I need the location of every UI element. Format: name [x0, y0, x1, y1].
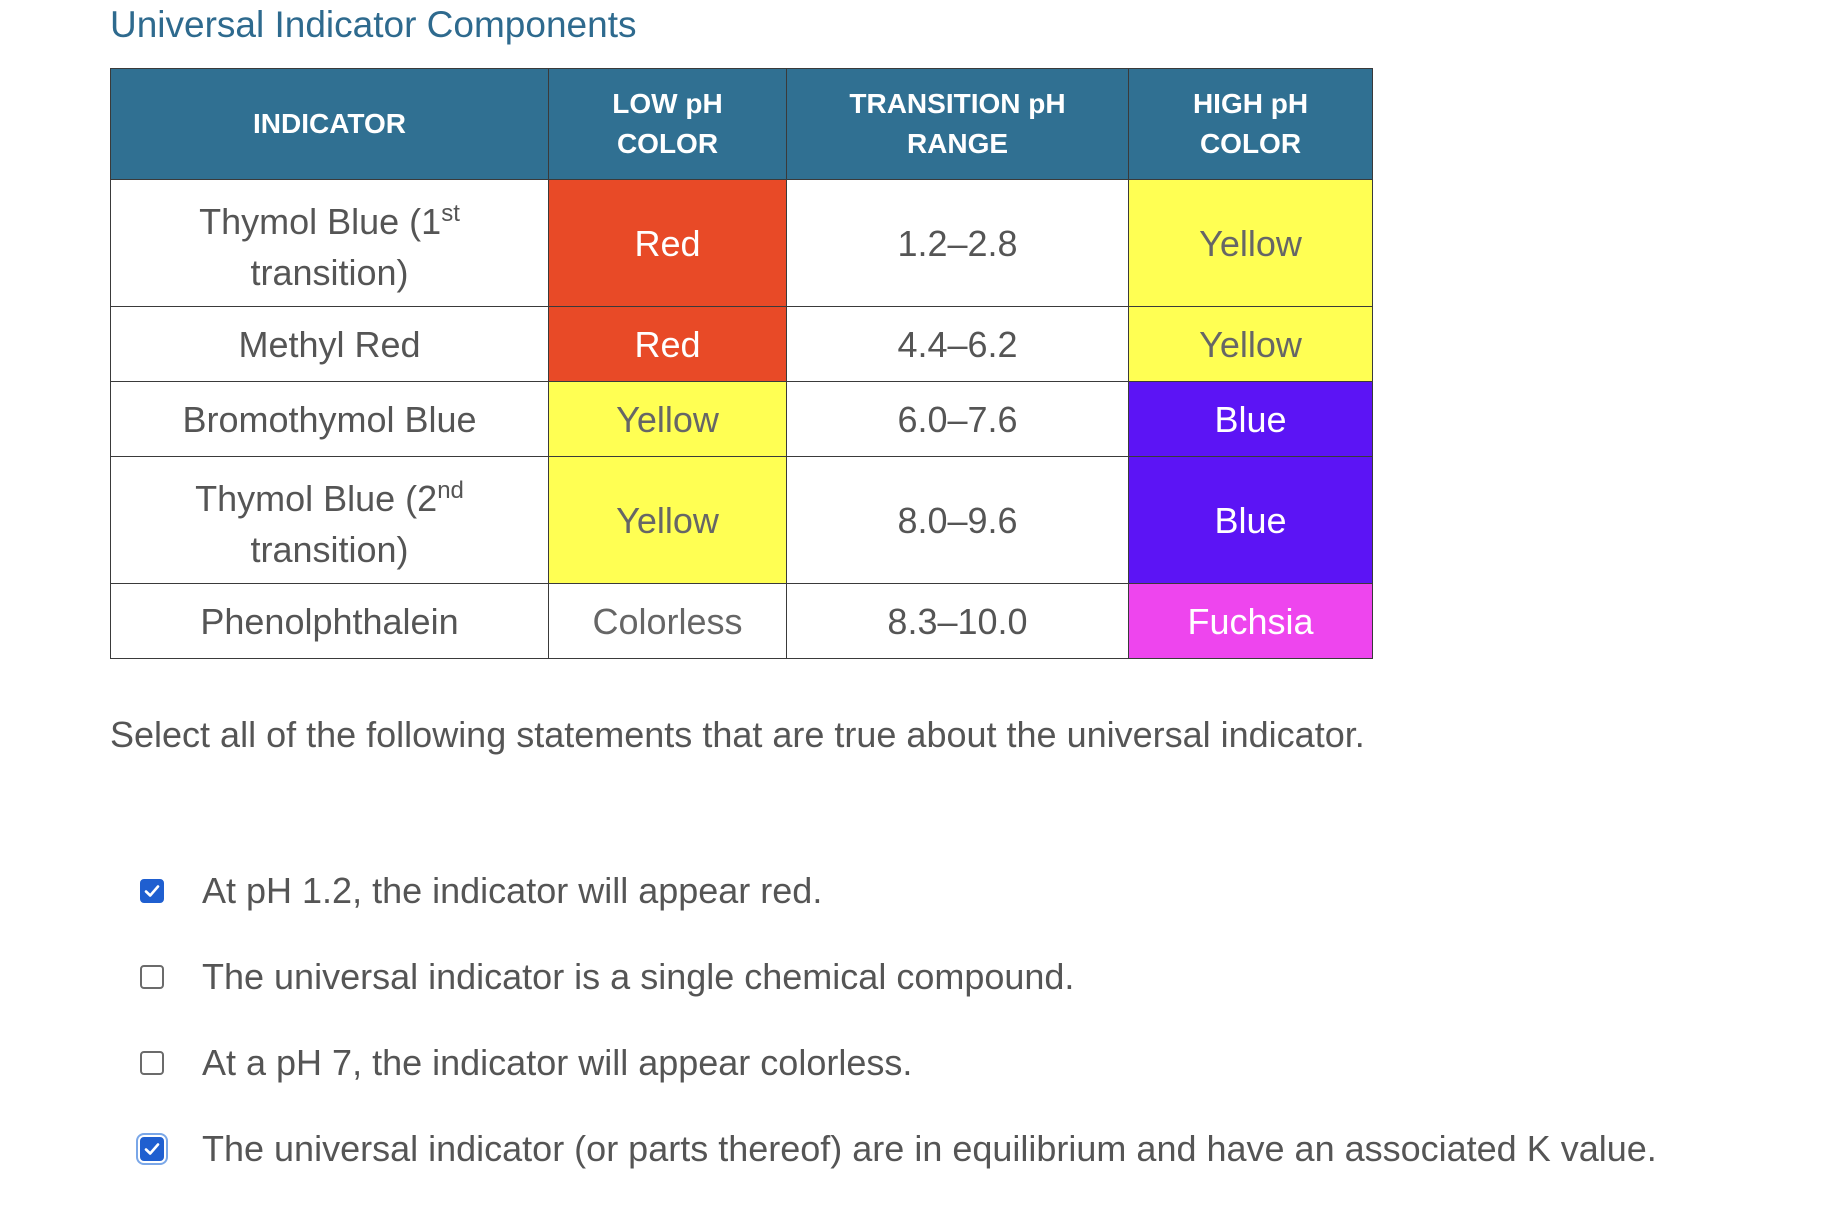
answer-option-4[interactable]: [140, 1106, 1657, 1192]
range-value: 8.3–10.0: [887, 600, 1028, 642]
option-label: The universal indicator (or parts thereof) are in equilibrium and have an associated K value.: [202, 1128, 1657, 1169]
low-color-cell: [549, 307, 787, 382]
checkbox-option-2[interactable]: [140, 965, 164, 989]
high-color-label: Fuchsia: [1187, 600, 1314, 642]
table-row: [111, 457, 1373, 584]
high-color-cell: [1129, 382, 1373, 457]
checkbox-option-3[interactable]: [140, 1051, 164, 1075]
table-row: [111, 307, 1373, 382]
header-low-ph-color: [549, 69, 787, 180]
header-low-line2: COLOR: [616, 128, 719, 159]
low-color-label: Yellow: [616, 398, 719, 440]
indicator-name: Thymol Blue (2: [195, 478, 438, 519]
checkmark-icon: [143, 1140, 161, 1158]
header-high-line2: COLOR: [1199, 128, 1302, 159]
range-cell: [787, 457, 1129, 584]
range-value: 8.0–9.6: [897, 499, 1018, 541]
option-label: The universal indicator is a single chemical compound.: [202, 956, 1075, 997]
indicator-cell: [111, 382, 549, 457]
page-title: Universal Indicator Components: [110, 4, 637, 45]
range-cell: [787, 307, 1129, 382]
header-low-line1: LOW pH: [612, 88, 723, 119]
high-color-cell: [1129, 457, 1373, 584]
header-transition-range: [787, 69, 1129, 180]
indicator-superscript: nd: [437, 477, 464, 504]
answer-options: [140, 848, 1657, 1192]
low-color-cell: [549, 584, 787, 659]
low-color-cell: [549, 382, 787, 457]
high-color-label: Blue: [1214, 499, 1287, 541]
table-header-row: [111, 69, 1373, 180]
indicator-name: Thymol Blue (1: [199, 201, 442, 242]
table-row: [111, 180, 1373, 307]
low-color-cell: [549, 180, 787, 307]
high-color-cell: [1129, 180, 1373, 307]
low-color-cell: [549, 457, 787, 584]
indicator-cell: [111, 457, 549, 584]
indicator-name: Methyl Red: [238, 323, 421, 365]
checkmark-icon: [143, 882, 161, 900]
checkbox-option-4[interactable]: [140, 1137, 164, 1161]
indicator-cell: [111, 180, 549, 307]
table-row: [111, 382, 1373, 457]
header-high-ph-color: [1129, 69, 1373, 180]
indicator-cell: [111, 584, 549, 659]
range-cell: [787, 382, 1129, 457]
high-color-label: Yellow: [1199, 222, 1302, 264]
range-value: 4.4–6.2: [897, 323, 1018, 365]
indicator-name-line2: transition): [250, 252, 409, 293]
answer-option-1[interactable]: [140, 848, 1657, 934]
low-color-label: Red: [634, 222, 701, 264]
high-color-cell: [1129, 584, 1373, 659]
checkbox-option-1[interactable]: [140, 879, 164, 903]
option-label: At pH 1.2, the indicator will appear red.: [202, 870, 823, 911]
range-cell: [787, 180, 1129, 307]
high-color-label: Yellow: [1199, 323, 1302, 365]
indicator-table: [110, 68, 1373, 659]
option-label: At a pH 7, the indicator will appear colorless.: [202, 1042, 913, 1083]
answer-option-2[interactable]: [140, 934, 1657, 1020]
indicator-name-line2: transition): [250, 529, 409, 570]
header-indicator-label: INDICATOR: [253, 108, 406, 139]
header-range-line2: RANGE: [906, 128, 1009, 159]
range-value: 6.0–7.6: [897, 398, 1018, 440]
indicator-cell: [111, 307, 549, 382]
low-color-label: Colorless: [592, 600, 743, 642]
answer-option-3[interactable]: [140, 1020, 1657, 1106]
header-high-line1: HIGH pH: [1192, 88, 1309, 119]
low-color-label: Red: [634, 323, 701, 365]
header-range-line1: TRANSITION pH: [849, 88, 1066, 119]
indicator-superscript: st: [441, 200, 460, 227]
high-color-cell: [1129, 307, 1373, 382]
high-color-label: Blue: [1214, 398, 1287, 440]
range-cell: [787, 584, 1129, 659]
indicator-name: Phenolphthalein: [200, 600, 459, 642]
range-value: 1.2–2.8: [897, 222, 1018, 264]
indicator-name: Bromothymol Blue: [182, 398, 477, 440]
question-prompt: Select all of the following statements that are true about the universal indicator.: [110, 714, 1365, 755]
header-indicator: [111, 69, 549, 180]
table-row: [111, 584, 1373, 659]
low-color-label: Yellow: [616, 499, 719, 541]
